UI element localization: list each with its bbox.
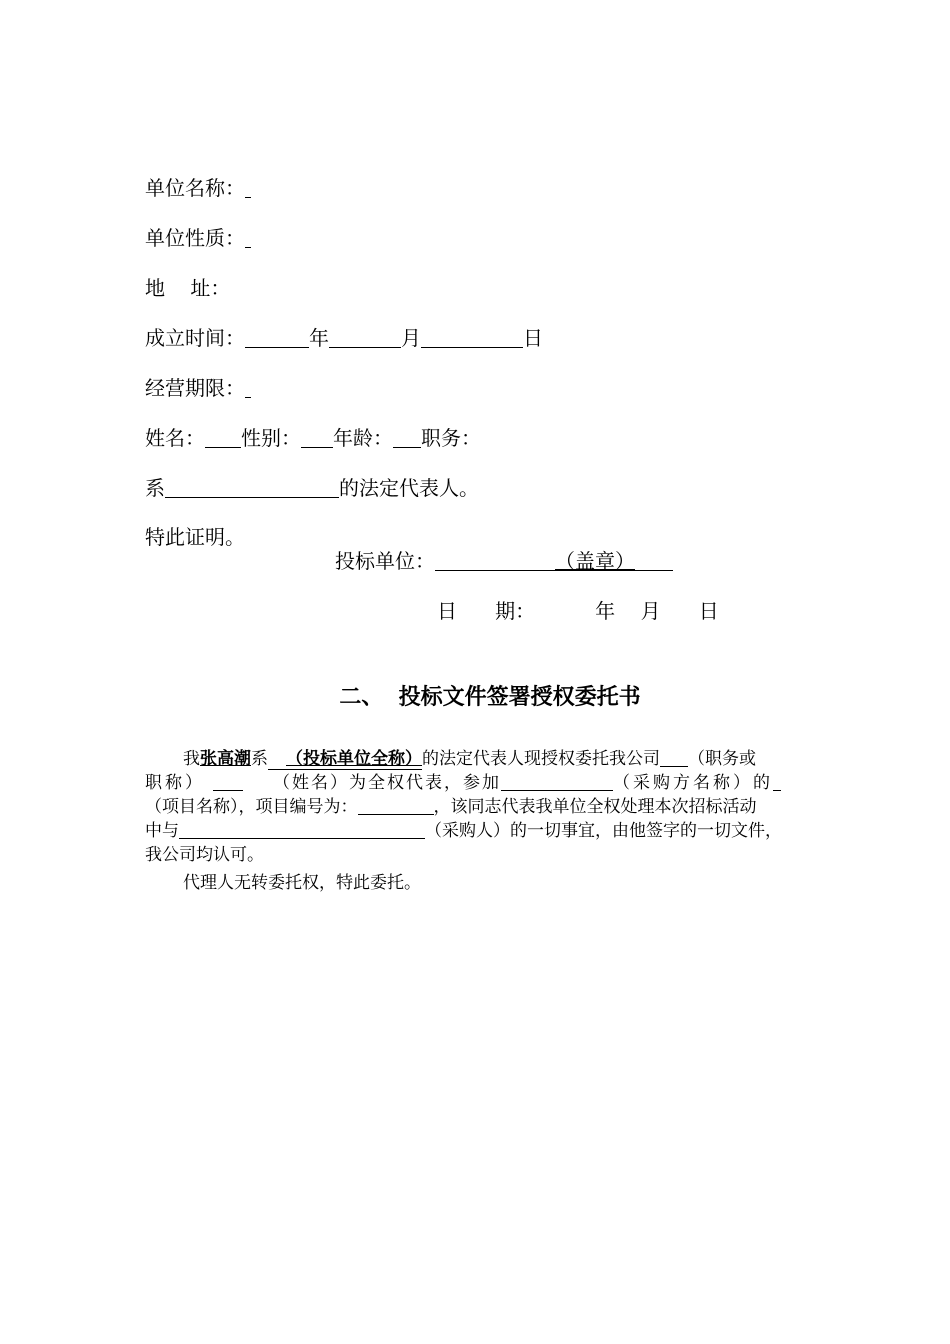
term-blank[interactable] [245, 377, 251, 398]
auth-line-2 [145, 771, 810, 795]
bidder-blank[interactable] [435, 550, 555, 571]
bidder-row [335, 548, 673, 574]
address-row [145, 275, 230, 301]
auth-buyer-blank[interactable] [179, 821, 425, 839]
address-label: 地 址： [145, 276, 231, 300]
bidder-blank-tail [635, 550, 673, 571]
auth-l5: 我公司均认可。 [145, 845, 264, 865]
auth-line-1 [183, 747, 848, 771]
month-label: 月 [401, 326, 421, 350]
auth-l2-c: （采购方名称）的 [613, 773, 773, 793]
month-blank[interactable] [329, 327, 401, 348]
unit-name-row [145, 175, 251, 201]
auth-line-6 [183, 871, 848, 895]
seal-label: （盖章） [555, 549, 635, 573]
day-blank[interactable] [421, 327, 523, 348]
auth-line-4 [145, 819, 810, 843]
auth-line-5 [145, 843, 810, 867]
unit-nature-label: 单位性质： [145, 226, 245, 250]
unit-nature-blank[interactable] [245, 227, 251, 248]
date-label: 日 期： [437, 599, 536, 623]
auth-l2-b: （姓名）为全权代表，参加 [273, 773, 501, 793]
auth-unit-underline[interactable]: （投标单位全称） [268, 749, 422, 770]
auth-l3-b: ，该同志代表我单位全权处理本次招标活动 [433, 797, 757, 817]
rep-row [145, 475, 479, 501]
established-row [145, 325, 543, 351]
year-blank[interactable] [245, 327, 309, 348]
auth-title-blank[interactable] [213, 773, 243, 791]
name-blank[interactable] [205, 427, 241, 448]
auth-rep-name: 张高潮 [200, 749, 251, 769]
established-label: 成立时间： [145, 326, 245, 350]
rep-prefix: 系 [145, 476, 165, 500]
auth-line-3 [145, 795, 810, 819]
name-label: 姓名： [145, 426, 205, 450]
year-label: 年 [309, 326, 329, 350]
auth-l3-a: （项目名称），项目编号为： [145, 797, 358, 817]
date-row [437, 598, 719, 624]
auth-l1-d: （职务或 [688, 749, 756, 769]
unit-nature-row [145, 225, 251, 251]
section-title: 二、 投标文件签署授权委托书 [339, 685, 641, 710]
auth-l6: 代理人无转委托权，特此委托。 [183, 873, 421, 893]
person-row [145, 425, 481, 451]
term-row [145, 375, 251, 401]
term-label: 经营期限： [145, 376, 245, 400]
gender-blank[interactable] [301, 427, 333, 448]
rep-suffix: 的法定代表人。 [339, 476, 479, 500]
unit-name-label: 单位名称： [145, 176, 245, 200]
auth-l4-b: （采购人）的一切事宜，由他签字的一切文件， [425, 821, 782, 841]
age-label: 年龄： [333, 426, 393, 450]
position-label: 职务： [421, 426, 481, 450]
auth-l1-b: 系 [251, 749, 268, 769]
auth-l1-c: 的法定代表人现授权委托我公司 [422, 749, 660, 769]
auth-number-blank[interactable] [358, 797, 434, 815]
auth-purchaser-blank[interactable] [501, 773, 613, 791]
gender-label: 性别： [241, 426, 301, 450]
rep-blank[interactable] [165, 477, 339, 498]
bidder-label: 投标单位： [335, 549, 435, 573]
proof-text: 特此证明。 [145, 525, 245, 549]
auth-l2-a: 职称） [145, 773, 205, 793]
age-blank[interactable] [393, 427, 421, 448]
auth-job-blank[interactable] [660, 749, 688, 767]
auth-l4-a: 中与 [145, 821, 179, 841]
proof-row [145, 524, 245, 550]
unit-name-blank[interactable] [245, 177, 251, 198]
auth-project-blank-start[interactable] [773, 773, 781, 791]
day-label: 日 [523, 326, 543, 350]
date-ymd: 年 月 日 [595, 599, 719, 623]
auth-l1-a: 我 [183, 749, 200, 769]
